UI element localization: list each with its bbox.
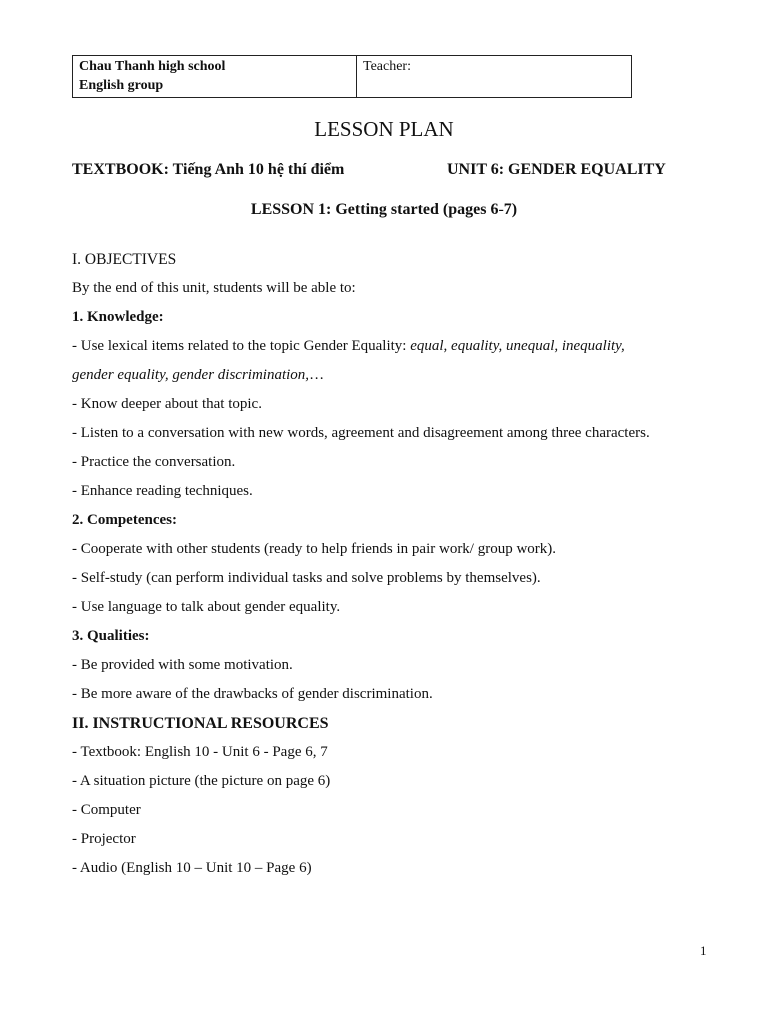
unit-label: UNIT 6: GENDER EQUALITY — [447, 161, 666, 178]
resource-item: - Textbook: English 10 - Unit 6 - Page 6, 7 — [72, 744, 328, 760]
objectives-intro: By the end of this unit, students will be able to: — [72, 280, 356, 296]
teacher-cell — [357, 56, 631, 97]
quality-item: - Be provided with some motivation. — [72, 657, 293, 673]
lexical-prefix: - Use lexical items related to the topic Gender Equality: — [72, 338, 411, 354]
objectives-heading: I. OBJECTIVES — [72, 251, 177, 268]
qualities-heading: 3. Qualities: — [72, 628, 150, 644]
lesson-main: LESSON 1: Getting started (pages 6 — [250, 201, 499, 218]
lexical-terms-2: gender equality, gender discrimination, — [72, 367, 310, 383]
resource-item: - Audio (English 10 – Unit 10 – Page 6) — [72, 860, 312, 876]
lesson-end: 7) — [503, 201, 518, 218]
document-title: LESSON PLAN — [314, 117, 454, 141]
knowledge-item-lexical — [72, 332, 712, 361]
competence-item: - Cooperate with other students (ready to help friends in pair work/ group work). — [72, 541, 557, 557]
competences-heading: 2. Competences: — [72, 512, 177, 528]
lexical-ellipsis: … — [309, 367, 325, 383]
competence-item: - Use language to talk about gender equality. — [72, 599, 341, 615]
textbook-row — [72, 159, 692, 181]
school-name: Chau Thanh high school — [79, 59, 226, 74]
knowledge-item: - Enhance reading techniques. — [72, 483, 253, 499]
lesson-dash: - — [498, 201, 504, 218]
resources-heading: II. INSTRUCTIONAL RESOURCES — [72, 715, 329, 732]
resource-item: - Computer — [72, 802, 141, 818]
lexical-terms-1: equal, equality, unequal, inequality, — [410, 338, 625, 354]
page-number: 1 — [700, 943, 707, 958]
knowledge-item: - Know deeper about that topic. — [72, 396, 262, 412]
quality-item: - Be more aware of the drawbacks of gender discrimination. — [72, 686, 433, 702]
knowledge-item-lexical-cont — [72, 361, 712, 390]
header-table — [72, 55, 632, 98]
group-name: English group — [79, 78, 164, 93]
knowledge-item: - Listen to a conversation with new words, agreement and disagreement among three characters. — [72, 425, 650, 441]
lesson-body — [72, 245, 712, 883]
knowledge-item: - Practice the conversation. — [72, 454, 236, 470]
lesson-heading — [0, 199, 768, 221]
teacher-label: Teacher: — [363, 59, 411, 74]
knowledge-heading: 1. Knowledge: — [72, 309, 164, 325]
school-info-cell — [73, 56, 357, 97]
competence-item: - Self-study (can perform individual tasks and solve problems by themselves). — [72, 570, 541, 586]
resource-item: - A situation picture (the picture on page 6) — [72, 773, 331, 789]
textbook-label: TEXTBOOK: Tiếng Anh 10 hệ thí điểm — [72, 161, 345, 178]
resource-item: - Projector — [72, 831, 136, 847]
